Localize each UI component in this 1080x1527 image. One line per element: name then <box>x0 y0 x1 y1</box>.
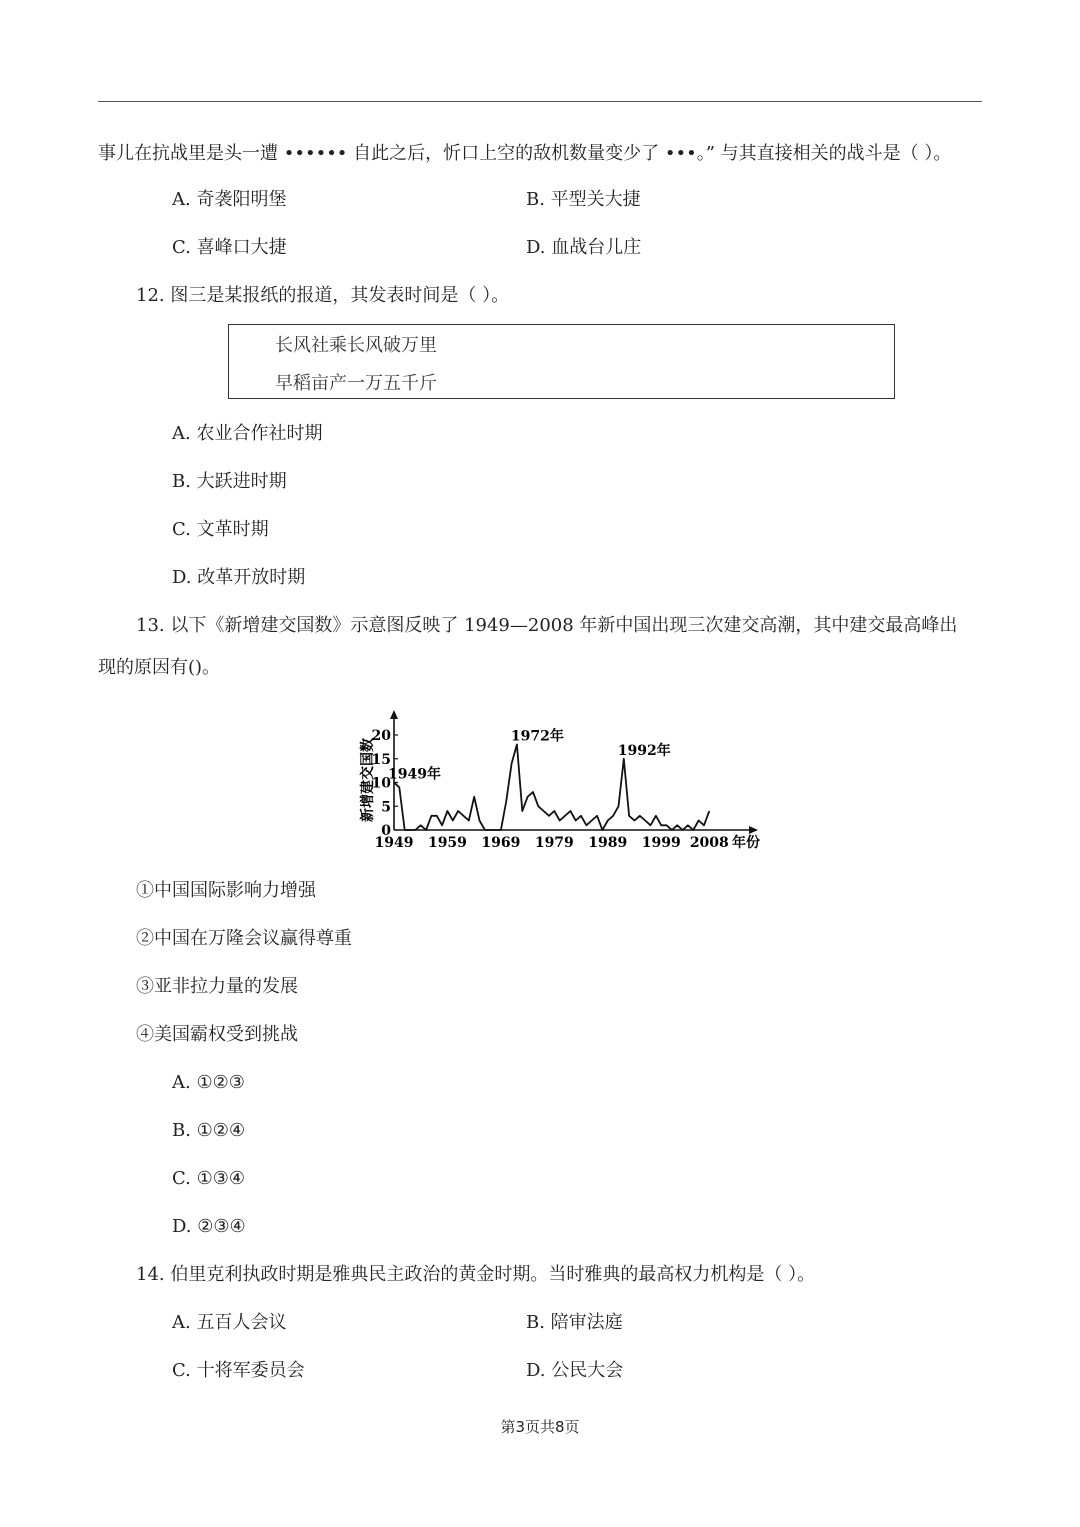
y-tick-label: 20 <box>371 728 391 744</box>
q12-option-a[interactable]: A. 农业合作社时期 <box>172 423 323 444</box>
q12-option-d[interactable]: D. 改革开放时期 <box>172 567 306 588</box>
q11-option-a[interactable]: A. 奇袭阳明堡 <box>172 189 287 210</box>
page-footer: 第3页共8页 <box>500 1418 580 1436</box>
q13-option-a[interactable]: A. ①②③ <box>172 1072 245 1093</box>
q13-option-d[interactable]: D. ②③④ <box>172 1216 246 1237</box>
q13-stem-line2: 现的原因有()。 <box>98 657 221 678</box>
q14-stem: 14. 伯里克利执政时期是雅典民主政治的黄金时期。当时雅典的最高权力机构是（ ）。 <box>136 1264 816 1285</box>
diplomacy-line-chart <box>350 705 770 855</box>
y-tick-label: 5 <box>381 799 391 816</box>
q14-option-c[interactable]: C. 十将军委员会 <box>172 1360 305 1381</box>
q13-statement-4: ④美国霸权受到挑战 <box>136 1024 298 1045</box>
peak-annotation: 1992年 <box>617 742 671 759</box>
x-tick-label: 1999 <box>641 835 681 851</box>
x-tick-label: 2008 <box>689 835 729 851</box>
quote-line-2: 早稻亩产一万五千斤 <box>275 373 437 394</box>
q11-option-b[interactable]: B. 平型关大捷 <box>526 189 641 210</box>
x-tick-label: 1989 <box>588 835 628 851</box>
q11-option-d[interactable]: D. 血战台儿庄 <box>526 237 642 258</box>
q12-stem: 12. 图三是某报纸的报道，其发表时间是（ ）。 <box>136 285 510 306</box>
q12-option-c[interactable]: C. 文革时期 <box>172 519 269 540</box>
q14-option-b[interactable]: B. 陪审法庭 <box>526 1312 623 1333</box>
q13-statement-1: ①中国国际影响力增强 <box>136 880 316 901</box>
q14-option-a[interactable]: A. 五百人会议 <box>172 1312 287 1333</box>
y-axis-arrow <box>390 710 398 719</box>
q13-statement-2: ②中国在万隆会议赢得尊重 <box>136 928 352 949</box>
x-tick-label: 1969 <box>481 835 521 851</box>
quote-line-1: 长风社乘长风破万里 <box>275 335 437 356</box>
newspaper-quote-box <box>228 324 895 399</box>
q13-stem-line1: 13. 以下《新增建交国数》示意图反映了 1949—2008 年新中国出现三次建交高潮，其中建交最高峰出 <box>136 615 958 636</box>
peak-annotation: 1949年 <box>388 766 441 783</box>
x-axis-label: 年份 <box>732 835 760 851</box>
x-tick-label: 1979 <box>534 835 574 851</box>
q13-option-c[interactable]: C. ①③④ <box>172 1168 245 1189</box>
x-tick-label: 1959 <box>427 835 467 851</box>
peak-annotation: 1972年 <box>510 728 564 745</box>
q13-option-b[interactable]: B. ①②④ <box>172 1120 246 1141</box>
q13-statement-3: ③亚非拉力量的发展 <box>136 976 298 997</box>
q14-option-d[interactable]: D. 公民大会 <box>526 1360 624 1381</box>
y-tick-label: 10 <box>371 775 391 792</box>
y-axis-label: 新增建交国数 <box>360 738 376 822</box>
y-tick-label: 15 <box>371 751 391 768</box>
y-tick-label: 0 <box>381 823 391 839</box>
x-tick-label: 1949 <box>374 835 414 851</box>
q12-option-b[interactable]: B. 大跃进时期 <box>172 471 287 492</box>
x-axis-arrow <box>749 826 758 834</box>
q11-stem-continuation: 事儿在抗战里是头一遭 •••••• 自此之后，忻口上空的敌机数量变少了 •••。” 与其直接相关的战斗是（ ）。 <box>98 143 952 164</box>
header-rule <box>98 101 982 102</box>
q11-option-c[interactable]: C. 喜峰口大捷 <box>172 237 287 258</box>
